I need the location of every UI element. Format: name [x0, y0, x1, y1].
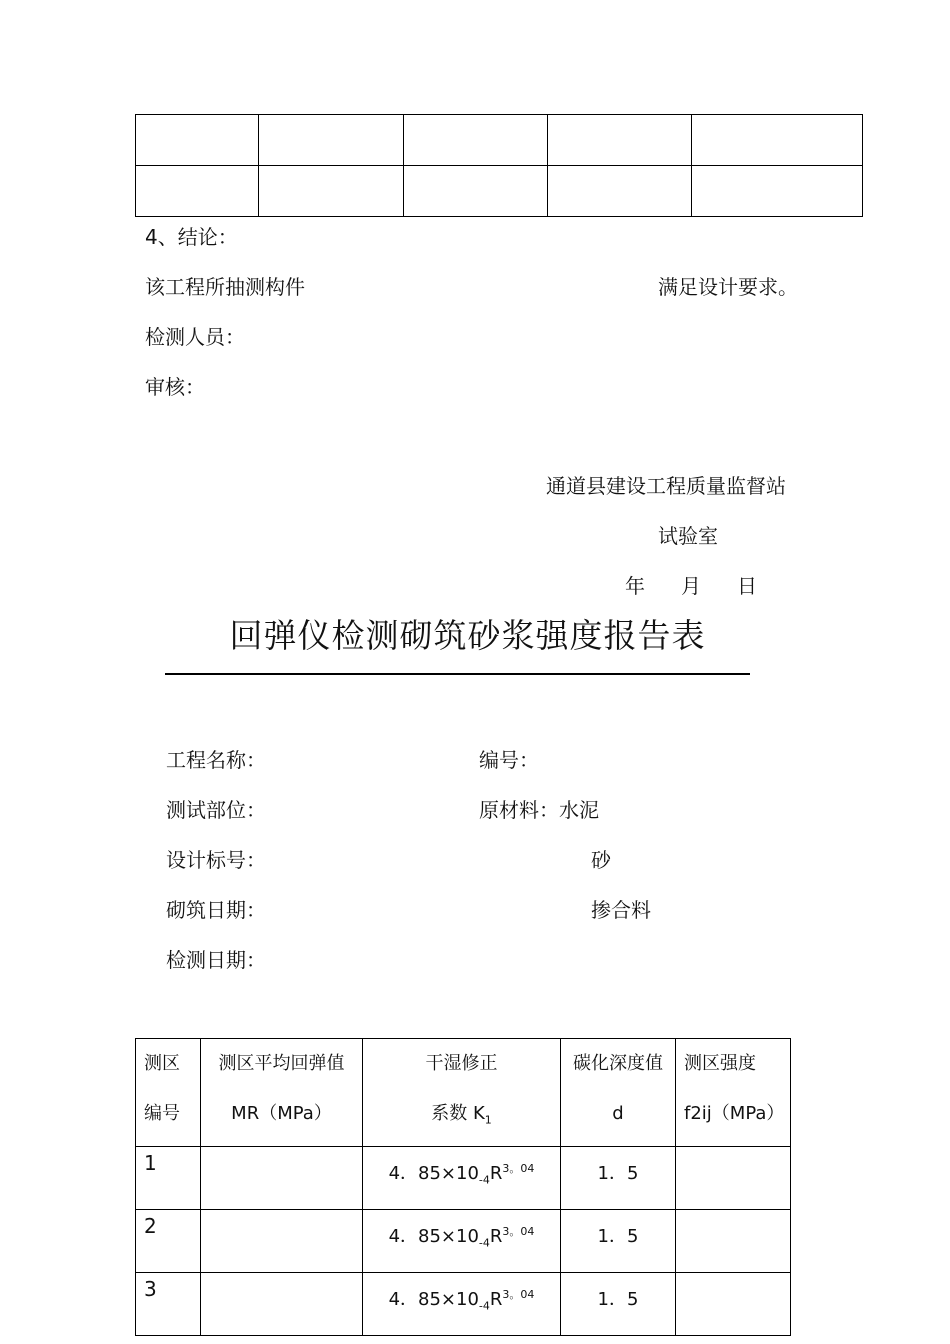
table-cell	[259, 115, 404, 166]
table-row	[136, 115, 863, 166]
formula-cell: 4．$85\times 10_{-4}R^{3。04}$	[363, 1209, 561, 1272]
avg-rebound-cell	[201, 1272, 363, 1335]
title-underline	[165, 673, 750, 675]
field-test-date: 检测日期：	[166, 948, 266, 972]
field-material-admixture: 掺合料	[591, 898, 651, 922]
carbonation-cell: 1．5	[561, 1272, 676, 1335]
field-number: 编号：	[479, 748, 539, 772]
table-header-row	[136, 1039, 791, 1147]
table-row	[136, 1272, 791, 1335]
header-zone-strength: 测区强度 f2ij（MPa）	[676, 1039, 791, 1147]
formula-cell: 4．$85\times 10_{-4}R^{3。04}$	[363, 1272, 561, 1335]
header-zone-id: 测区 编号	[136, 1039, 201, 1147]
table-cell	[136, 166, 259, 217]
lab-name: 试验室	[658, 524, 718, 548]
date-year-label: 年	[625, 574, 645, 598]
table-cell	[259, 166, 404, 217]
previous-results-table	[135, 114, 863, 217]
zone-id-cell: 2	[136, 1209, 201, 1272]
zone-id-cell: 1	[136, 1146, 201, 1209]
table-cell	[692, 115, 863, 166]
field-project-name: 工程名称：	[166, 748, 266, 772]
conclusion-text-left: 该工程所抽测构件	[145, 275, 305, 299]
table-cell	[136, 115, 259, 166]
date-day-label: 日	[737, 574, 757, 598]
conclusion-text-right: 满足设计要求。	[658, 275, 798, 299]
carbonation-cell: 1．5	[561, 1209, 676, 1272]
field-masonry-date: 砌筑日期：	[166, 898, 266, 922]
field-test-location: 测试部位：	[166, 798, 266, 822]
zone-strength-cell	[676, 1272, 791, 1335]
reviewer-label: 审核：	[145, 375, 205, 399]
strength-data-table	[135, 1038, 791, 1336]
table-cell	[548, 115, 692, 166]
table-cell	[548, 166, 692, 217]
table-row	[136, 1146, 791, 1209]
table-row	[136, 1209, 791, 1272]
conclusion-heading: 4、结论：	[145, 225, 238, 249]
header-moisture-factor: 干湿修正 系数 $K_1$	[363, 1039, 561, 1147]
header-carbonation-depth: 碳化深度值 d	[561, 1039, 676, 1147]
header-avg-rebound: 测区平均回弹值 MR（MPa）	[201, 1039, 363, 1147]
field-material-sand: 砂	[591, 848, 611, 872]
table-cell	[404, 115, 548, 166]
carbonation-cell: 1．5	[561, 1146, 676, 1209]
table-cell	[692, 166, 863, 217]
avg-rebound-cell	[201, 1146, 363, 1209]
zone-strength-cell	[676, 1146, 791, 1209]
zone-id-cell: 3	[136, 1272, 201, 1335]
table-cell	[404, 166, 548, 217]
date-month-label: 月	[681, 574, 701, 598]
formula-cell: 4．$85\times 10_{-4}R^{3。04}$	[363, 1146, 561, 1209]
organization-name: 通道县建设工程质量监督站	[546, 474, 786, 498]
page-title: 回弹仪检测砌筑砂浆强度报告表	[229, 616, 706, 655]
table-row	[136, 166, 863, 217]
field-design-grade: 设计标号：	[166, 848, 266, 872]
avg-rebound-cell	[201, 1209, 363, 1272]
field-material-cement: 原材料：水泥	[479, 798, 599, 822]
zone-strength-cell	[676, 1209, 791, 1272]
inspector-label: 检测人员：	[145, 325, 245, 349]
